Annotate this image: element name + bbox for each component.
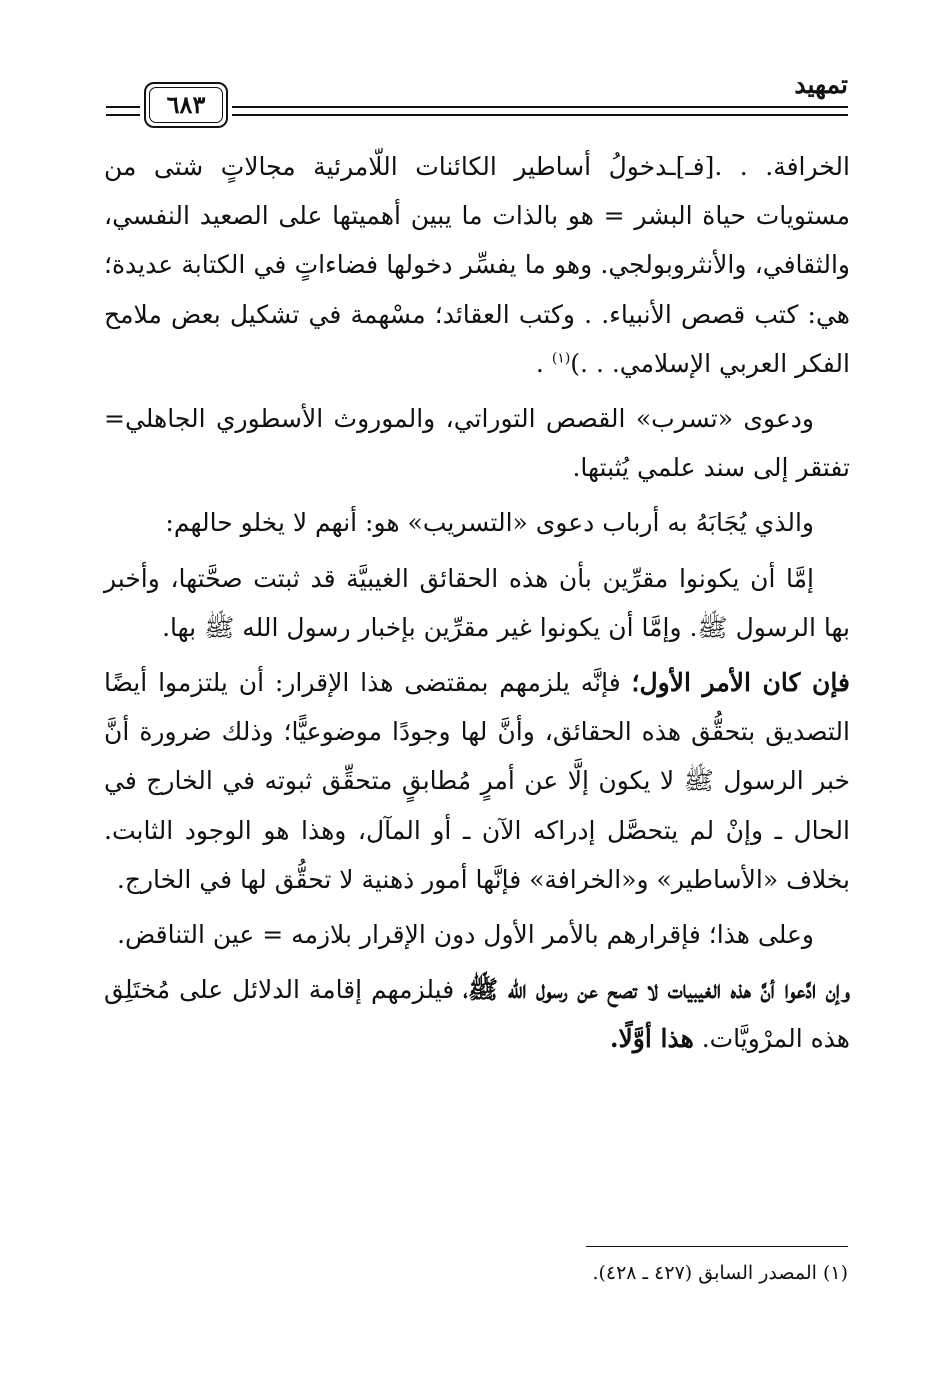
page-number-frame [144,82,228,128]
bold-text-segment: فإن كان الأمر الأول؛ [631,668,850,698]
text-segment: . [535,348,552,378]
text-segment: إمَّا أن يكونوا مقرِّين بأن هذه الحقائق الغيبيَّة قد ثبتت صحَّتها، وأخبر بها الرسول ﷺ. وإمَّا أن يكونوا غير مقرِّين بإخبار رسول الله ﷺ بها. [104,563,850,642]
footnote-separator [586,1246,848,1247]
chapter-title: تمهيد [794,70,848,99]
header-rule-right [232,106,848,116]
footnote-reference: (١) [551,350,571,367]
text-segment: وعلى هذا؛ فإقرارهم بالأمر الأول دون الإقرار بلازمه = عين التناقض. [117,920,814,950]
bold-text-segment: هذا أوَّلًا. [609,1024,694,1054]
paragraph [104,554,850,652]
paragraph [104,658,850,904]
text-segment: والذي يُجَابَهُ به أرباب دعوى «التسريب» هو: أنهم لا يخلو حالهم: [165,508,814,538]
paragraph [104,910,850,959]
page-number: ٦٨٣ [149,87,223,123]
text-segment: ودعوى «تسرب» القصص التوراتي، والموروث الأسطوري الجاهلي= تفتقر إلى سند علمي يُثبتها. [104,404,850,483]
text-segment: الخرافة. . .[فـ]ـدخولُ أساطير الكائنات اللّامرئية مجالاتٍ شتى من مستويات حياة البشر = هو بالذات ما يبين أهميتها على الصعيد النفسي، والثقافي، والأنثروبولجي. وهو ما يفسِّر دخولها فضاءاتٍ في الكتابة عديدة؛ هي: كتب قصص الأنبياء. . وكتب العقائد؛ مسْهمة في تشكيل بعض ملامح الفكر العربي الإسلامي. . .) [104,152,850,378]
text-segment: فيلزمهم إقامة الدلائل على مُختَلِق هذه المرْويَّات. [104,975,850,1054]
paragraph [104,394,850,492]
main-text [104,142,850,1070]
paragraph [104,498,850,547]
text-segment: فإنَّه يلزمهم بمقتضى هذا الإقرار: أن يلتزموا أيضًا التصديق بتحقُّق هذه الحقائق، وأنَّ لها وجودًا موضوعيًّا؛ وذلك ضرورة أنَّ خبر الرسول ﷺ لا يكون إلَّا عن أمرٍ مُطابقٍ متحقِّق ثبوته في الخارج في الحال ـ وإنْ لم يتحصَّل إدراكه الآن ـ أو المآل، وهذا هو الوجود الثابت. بخلاف «الأساطير» و«الخرافة» فإنَّها أمور ذهنية لا تحقُّق لها في الخارج. [104,668,850,894]
bold-text-segment: وإن ادَّعوا أنَّ هذه الغيبيات لا تصح عن رسول الله ﷺ، [463,975,850,1005]
paragraph [104,142,850,388]
header-rule-left [106,106,140,116]
footnote: (١) المصدر السابق (٤٢٧ ـ ٤٢٨). [592,1262,848,1284]
page-header [106,68,848,130]
paragraph [104,965,850,1063]
